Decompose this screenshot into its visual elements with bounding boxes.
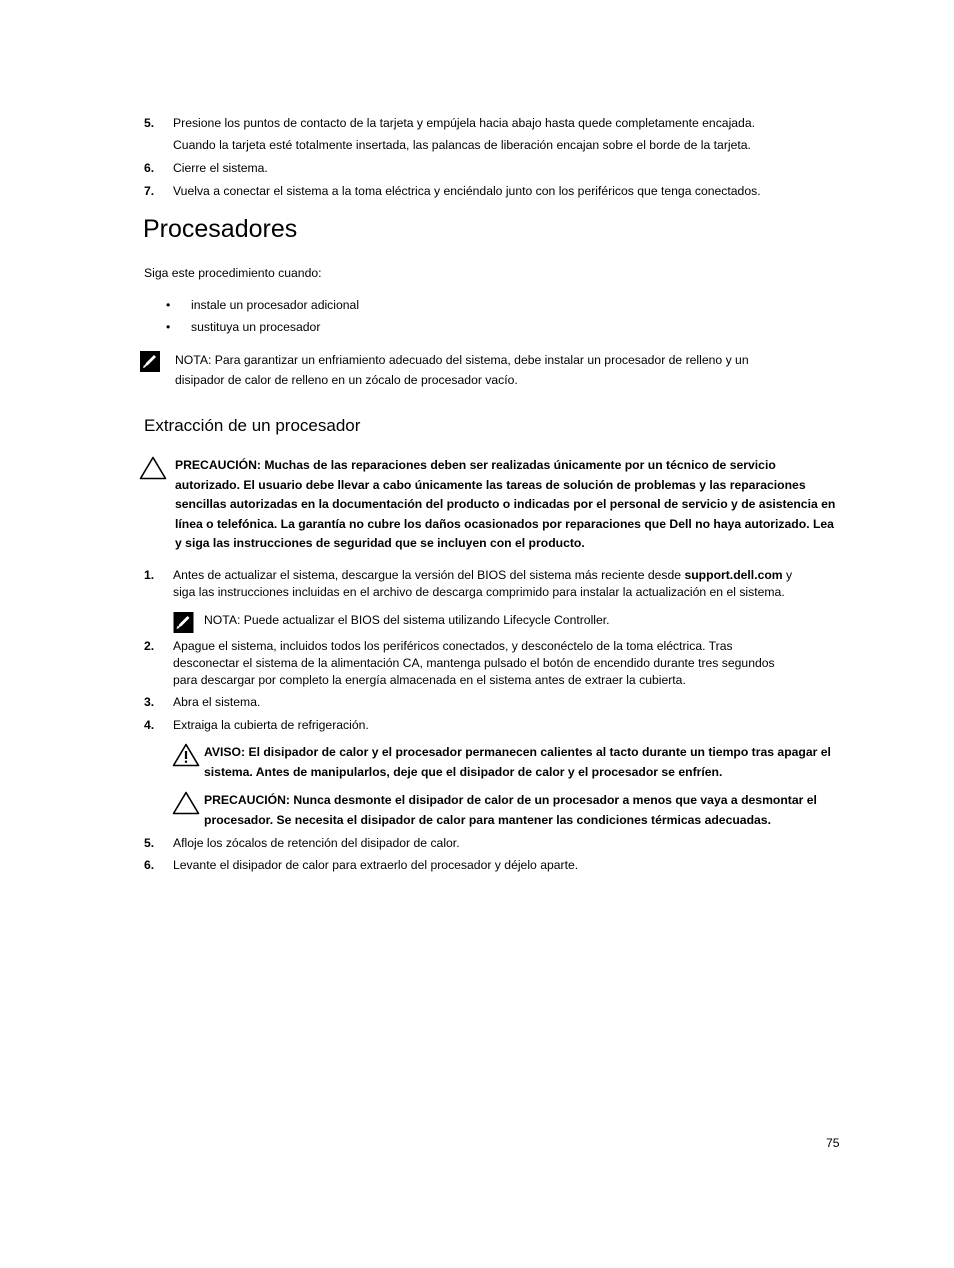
- warning-line: AVISO: El disipador de calor y el procesador permanecen calientes al tacto durante un tiempo tras apagar el: [204, 745, 831, 759]
- warning-icon: [172, 743, 200, 767]
- step-text: Apague el sistema, incluidos todos los periféricos conectados, y desconéctelo de la toma eléctrica. Tras: [173, 639, 733, 653]
- caution-line: procesador. Se necesita el disipador de calor para mantener las condiciones térmicas adecuadas.: [204, 812, 771, 827]
- step-number: 5.: [144, 116, 155, 130]
- bullet-text: sustituya un procesador: [191, 320, 321, 334]
- section-title: Procesadores: [143, 215, 298, 243]
- step-text: Abra el sistema.: [173, 695, 261, 709]
- step-number: 4.: [144, 718, 155, 732]
- step-text: Presione los puntos de contacto de la tarjeta y empújela hacia abajo hasta quede completamente encajada.: [173, 116, 756, 130]
- step-number: 2.: [144, 639, 155, 653]
- step-text: Cierre el sistema.: [173, 161, 268, 175]
- step-text: Antes de actualizar el sistema, descargue la versión del BIOS del sistema más reciente desde support.dell.com y: [173, 568, 793, 582]
- bullet-marker: •: [166, 320, 171, 334]
- caution-line: PRECAUCIÓN: Muchas de las reparaciones deben ser realizadas únicamente por un técnico de servicio: [175, 458, 776, 472]
- support-link[interactable]: support.dell.com: [684, 568, 783, 582]
- step-number: 6.: [144, 161, 155, 175]
- note-pencil-icon: [173, 612, 194, 633]
- subsection-title: Extracción de un procesador: [144, 416, 361, 435]
- caution-callout: [204, 791, 844, 830]
- step-number: 5.: [144, 836, 155, 850]
- step-text: Vuelva a conectar el sistema a la toma eléctrica y enciéndalo junto con los periféricos que tenga conectados.: [173, 184, 761, 198]
- caution-triangle-icon: [139, 456, 167, 480]
- caution-line: sencillas autorizadas en la documentación del producto o indicadas por el personal de servicio y de asistencia en: [175, 497, 836, 511]
- warning-callout: [204, 743, 844, 782]
- step-text: Extraiga la cubierta de refrigeración.: [173, 718, 369, 732]
- page-number: 75: [826, 1136, 840, 1150]
- section-intro: Siga este procedimiento cuando:: [144, 266, 322, 280]
- step-text: Cuando la tarjeta esté totalmente insertada, las palancas de liberación encajan sobre el borde de la tarjeta.: [173, 138, 751, 152]
- note-pencil-icon: [140, 351, 160, 372]
- note-label: NOTA:: [204, 613, 241, 627]
- step-number: 7.: [144, 184, 155, 198]
- note-callout: [175, 350, 815, 390]
- note-label: NOTA:: [175, 353, 212, 367]
- warning-line: sistema. Antes de manipularlos, deje que el disipador de calor y el procesador se enfríen.: [204, 764, 723, 779]
- caution-line: línea o telefónica. La garantía no cubre los daños ocasionados por reparaciones que Dell no haya autorizado. Lea: [175, 516, 834, 531]
- note-text: Para garantizar un enfriamiento adecuado del sistema, debe instalar un procesador de relleno y un: [214, 353, 749, 367]
- step-text: para descargar por completo la energía almacenada en el sistema antes de extraer la cubierta.: [173, 673, 686, 687]
- bullet-marker: •: [166, 298, 171, 312]
- caution-line: autorizado. El usuario debe llevar a cabo únicamente las tareas de solución de problemas y las reparaciones: [175, 477, 806, 492]
- step-number: 3.: [144, 695, 155, 709]
- step-text: Afloje los zócalos de retención del disipador de calor.: [173, 836, 460, 850]
- caution-callout: [175, 456, 845, 554]
- caution-triangle-icon: [172, 791, 200, 815]
- step-number: 1.: [144, 568, 155, 582]
- step-text: Levante el disipador de calor para extraerlo del procesador y déjelo aparte.: [173, 858, 579, 872]
- step-number: 6.: [144, 858, 155, 872]
- note-text: Puede actualizar el BIOS del sistema utilizando Lifecycle Controller.: [243, 613, 610, 627]
- step-text: siga las instrucciones incluidas en el archivo de descarga comprimido para instalar la actualización en el sistema.: [173, 585, 785, 599]
- note-text: disipador de calor de relleno en un zócalo de procesador vacío.: [175, 373, 518, 387]
- note-callout: [204, 612, 610, 629]
- caution-line: PRECAUCIÓN: Nunca desmonte el disipador de calor de un procesador a menos que vaya a desmontar el: [204, 793, 817, 807]
- caution-line: y siga las instrucciones de seguridad que se incluyen con el producto.: [175, 536, 585, 550]
- step-text: desconectar el sistema de la alimentación CA, mantenga pulsado el botón de encendido durante tres segundos: [173, 656, 775, 670]
- bullet-text: instale un procesador adicional: [191, 298, 360, 312]
